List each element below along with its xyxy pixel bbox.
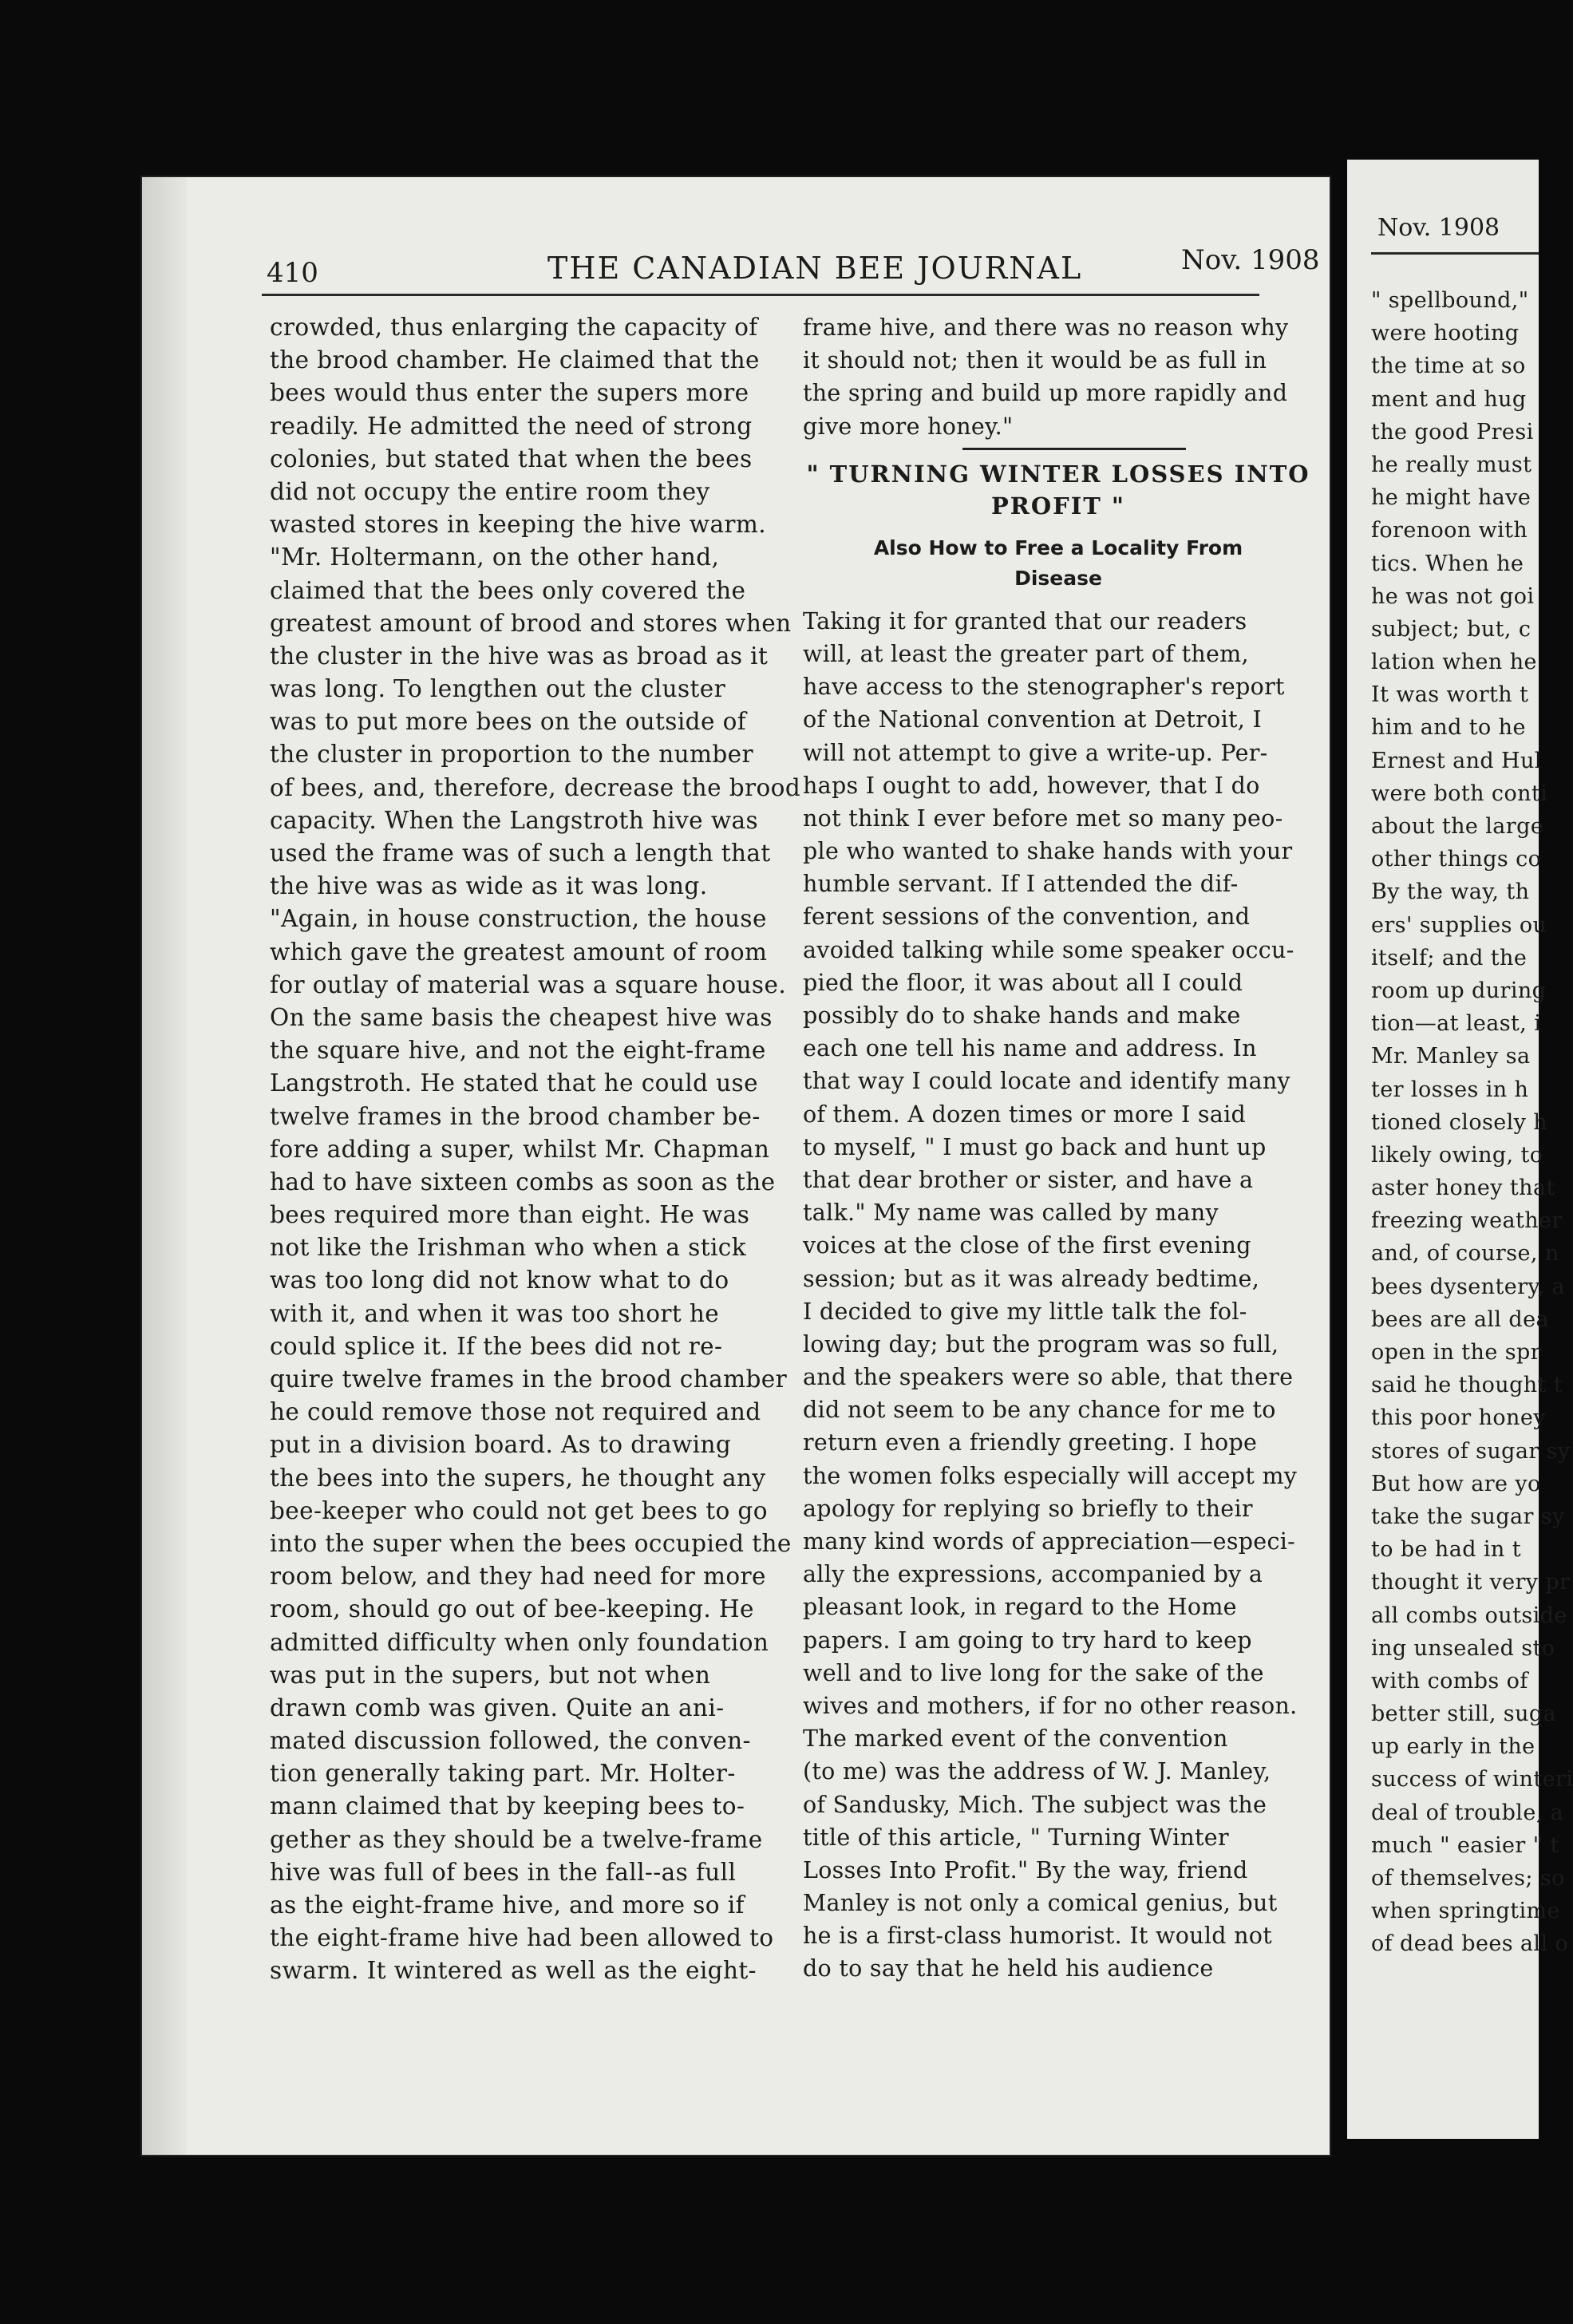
text-line: the women folks especially will accept my: [803, 1462, 1298, 1489]
header-rule: [262, 294, 1259, 296]
text-line: tioned closely h: [1371, 1109, 1548, 1135]
text-line: drawn comb was given. Quite an ani-: [270, 1694, 725, 1721]
text-line: which gave the greatest amount of room: [270, 938, 768, 966]
text-line: thought it very pr: [1371, 1570, 1571, 1595]
text-line: The marked event of the convention: [803, 1725, 1228, 1753]
left-page: [142, 177, 1330, 2155]
text-line: with combs of: [1371, 1668, 1528, 1694]
text-line: (to me) was the address of W. J. Manley,: [803, 1758, 1271, 1785]
text-line: By the way, th: [1371, 879, 1530, 905]
text-line: ple who wanted to shake hands with your: [803, 838, 1293, 865]
text-line: used the frame was of such a length that: [270, 840, 771, 867]
text-line: ment and hug: [1371, 386, 1527, 412]
text-line: deal of trouble, a: [1371, 1800, 1564, 1825]
text-line: mann claimed that by keeping bees to-: [270, 1792, 745, 1820]
text-line: apology for replying so briefly to their: [803, 1495, 1253, 1522]
text-line: gether as they should be a twelve-frame: [270, 1825, 763, 1853]
text-line: ally the expressions, accompanied by a: [803, 1561, 1263, 1588]
text-line: was put in the supers, but not when: [270, 1661, 711, 1689]
text-line: Langstroth. He stated that he could use: [270, 1069, 758, 1097]
text-line: of bees, and, therefore, decrease the brood: [270, 773, 801, 801]
text-line: when springtime: [1371, 1899, 1560, 1924]
text-line: greatest amount of brood and stores when: [270, 609, 792, 637]
text-line: was too long did not know what to do: [270, 1267, 729, 1294]
text-line: ter losses in h: [1371, 1077, 1529, 1102]
text-line: swarm. It wintered as well as the eight-: [270, 1957, 757, 1985]
facing-page-date: Nov. 1908: [1377, 214, 1500, 242]
text-line: he really must: [1371, 452, 1532, 477]
text-line: take the sugar sy: [1371, 1504, 1565, 1529]
text-line: that way I could locate and identify many: [803, 1068, 1290, 1095]
text-line: lowing day; but the program was so full,: [803, 1330, 1279, 1358]
section-separator: [962, 448, 1186, 450]
text-line: to myself, " I must go back and hunt up: [803, 1133, 1267, 1160]
text-line: subject; but, c: [1371, 616, 1532, 642]
page-number: 410: [267, 257, 318, 289]
text-line: "Mr. Holtermann, on the other hand,: [270, 543, 720, 571]
text-line: of the National convention at Detroit, I: [803, 706, 1263, 733]
text-line: the eight-frame hive had been allowed to: [270, 1924, 774, 1952]
text-line: I decided to give my little talk the fol-: [803, 1298, 1247, 1325]
text-line: he might have: [1371, 485, 1532, 511]
text-line: tion—at least, i: [1371, 1011, 1542, 1037]
text-line: of Sandusky, Mich. The subject was the: [803, 1791, 1267, 1818]
text-line: the bees into the supers, he thought any: [270, 1464, 766, 1492]
text-line: of dead bees all o: [1371, 1931, 1569, 1957]
text-line: possibly do to shake hands and make: [803, 1002, 1241, 1029]
text-line: many kind words of appreciation—especi-: [803, 1528, 1296, 1555]
text-line: and, of course, n: [1371, 1241, 1559, 1267]
text-line: each one tell his name and address. In: [803, 1035, 1257, 1062]
text-line: bees would thus enter the supers more: [270, 379, 749, 407]
text-line: well and to live long for the sake of the: [803, 1659, 1264, 1686]
text-line: he could remove those not required and: [270, 1398, 761, 1426]
text-line: humble servant. If I attended the dif-: [803, 871, 1239, 898]
text-line: better still, suga: [1371, 1702, 1557, 1727]
text-line: did not seem to be any chance for me to: [803, 1397, 1276, 1424]
text-line: the good Presi: [1371, 419, 1534, 445]
text-line: the hive was as wide as it was long.: [270, 872, 708, 900]
article-heading: [803, 458, 1314, 522]
text-line: It was worth t: [1371, 682, 1529, 708]
text-line: room below, and they had need for more: [270, 1563, 766, 1591]
heading-line: " TURNING WINTER LOSSES INTO: [806, 460, 1310, 488]
text-line: to be had in t: [1371, 1537, 1521, 1563]
subheading-line: Disease: [1014, 566, 1102, 590]
text-line: tics. When he: [1371, 551, 1524, 576]
text-line: pied the floor, it was about all I could: [803, 969, 1243, 996]
text-line: return even a friendly greeting. I hope: [803, 1429, 1258, 1456]
article-subheading: [803, 533, 1314, 594]
text-line: not like the Irishman who when a stick: [270, 1234, 746, 1262]
text-line: ing unsealed sto: [1371, 1635, 1555, 1661]
text-line: have access to the stenographer's report: [803, 674, 1285, 701]
text-line: that dear brother or sister, and have a: [803, 1166, 1254, 1193]
page-edge: [142, 177, 187, 2155]
text-line: aster honey that: [1371, 1176, 1555, 1201]
text-line: Ernest and Hul: [1371, 748, 1542, 773]
text-line: the cluster in proportion to the number: [270, 741, 754, 769]
subheading-line: Also How to Free a Locality From: [873, 536, 1243, 559]
text-line: room up during: [1371, 978, 1547, 1003]
facing-header-rule: [1371, 252, 1539, 255]
facing-column: [1371, 284, 1573, 1961]
text-line: avoided talking while some speaker occu-: [803, 936, 1294, 963]
text-line: twelve frames in the brood chamber be-: [270, 1102, 761, 1130]
text-line: for outlay of material was a square house.: [270, 970, 787, 998]
text-line: title of this article, " Turning Winter: [803, 1824, 1229, 1851]
text-line: talk." My name was called by many: [803, 1200, 1219, 1227]
text-line: up early in the: [1371, 1734, 1535, 1760]
text-line: could splice it. If the bees did not re-: [270, 1332, 723, 1360]
text-line: of them. A dozen times or more I said: [803, 1101, 1247, 1128]
text-line: ferent sessions of the convention, and: [803, 903, 1251, 931]
text-line: were hooting: [1371, 321, 1520, 346]
text-line: not think I ever before met so many peo-: [803, 804, 1283, 832]
text-line: wasted stores in keeping the hive warm.: [270, 511, 767, 539]
text-line: voices at the close of the first evening: [803, 1232, 1251, 1259]
text-line: session; but as it was already bedtime,: [803, 1265, 1260, 1292]
text-line: likely owing, to: [1371, 1142, 1543, 1168]
text-line: ers' supplies ou: [1371, 912, 1547, 938]
text-line: hive was full of bees in the fall--as full: [270, 1858, 737, 1886]
text-line: open in the spr: [1371, 1340, 1541, 1365]
text-line: he is a first-class humorist. It would not: [803, 1923, 1272, 1950]
text-line: capacity. When the Langstroth hive was: [270, 806, 758, 834]
text-line: bees are all dea: [1371, 1306, 1549, 1332]
text-line: lation when he: [1371, 650, 1537, 675]
text-line: was long. To lengthen out the cluster: [270, 675, 726, 703]
text-line: wives and mothers, if for no other reason.: [803, 1692, 1298, 1719]
text-line: he was not goi: [1371, 583, 1535, 609]
text-line: of themselves; so: [1371, 1866, 1565, 1891]
text-line: the brood chamber. He claimed that the: [270, 346, 760, 374]
text-line: tion generally taking part. Mr. Holter-: [270, 1760, 736, 1788]
text-line: into the super when the bees occupied the: [270, 1529, 792, 1557]
text-line: did not occupy the entire room they: [270, 477, 710, 505]
text-line: will not attempt to give a write-up. Per-: [803, 739, 1268, 766]
text-line: forenoon with: [1371, 518, 1528, 543]
text-line: freezing weather: [1371, 1208, 1563, 1234]
text-line: Taking it for granted that our readers: [803, 607, 1247, 634]
text-line: much " easier " t: [1371, 1832, 1559, 1858]
text-line: put in a division board. As to drawing: [270, 1431, 732, 1459]
text-line: success of winteri: [1371, 1767, 1573, 1792]
middle-column: [803, 311, 1314, 1986]
text-line: the spring and build up more rapidly and: [803, 380, 1288, 407]
text-line: had to have sixteen combs as soon as the: [270, 1168, 776, 1196]
heading-line: PROFIT ": [990, 492, 1126, 520]
text-line: the time at so: [1371, 354, 1526, 379]
text-line: were both conti: [1371, 781, 1548, 806]
text-line: about the large: [1371, 814, 1544, 839]
text-line: mated discussion followed, the conven-: [270, 1727, 751, 1755]
text-line: "Again, in house construction, the house: [270, 905, 767, 933]
page-header: [142, 177, 1330, 305]
text-line: quire twelve frames in the brood chamber: [270, 1366, 788, 1393]
text-line: papers. I am going to try hard to keep: [803, 1626, 1252, 1654]
text-line: But how are yo: [1371, 1471, 1541, 1496]
article-continuation: [803, 311, 1314, 443]
text-line: " spellbound,": [1371, 288, 1529, 313]
text-line: Mr. Manley sa: [1371, 1044, 1531, 1069]
issue-date: Nov. 1908: [1181, 244, 1320, 276]
text-line: claimed that the bees only covered the: [270, 576, 746, 604]
text-line: will, at least the greater part of them,: [803, 640, 1249, 667]
text-line: pleasant look, in regard to the Home: [803, 1594, 1237, 1621]
text-line: frame hive, and there was no reason why: [803, 314, 1289, 341]
text-line: Losses Into Profit." By the way, friend: [803, 1856, 1248, 1883]
text-line: it should not; then it would be as full in: [803, 347, 1267, 374]
text-line: him and to he: [1371, 715, 1526, 741]
text-line: said he thought t: [1371, 1373, 1563, 1398]
text-line: other things co: [1371, 847, 1542, 872]
text-line: admitted difficulty when only foundation: [270, 1628, 769, 1656]
text-line: with it, and when it was too short he: [270, 1299, 720, 1327]
text-line: colonies, but stated that when the bees: [270, 445, 753, 472]
text-line: the cluster in the hive was as broad as it: [270, 642, 769, 670]
text-line: haps I ought to add, however, that I do: [803, 772, 1260, 799]
text-line: and the speakers were so able, that there: [803, 1364, 1294, 1391]
article-body: [803, 605, 1314, 1986]
text-line: fore adding a super, whilst Mr. Chapman: [270, 1135, 770, 1163]
text-line: the square hive, and not the eight-frame: [270, 1037, 766, 1065]
text-line: readily. He admitted the need of strong: [270, 412, 753, 440]
text-line: was to put more bees on the outside of: [270, 708, 747, 736]
text-line: room, should go out of bee-keeping. He: [270, 1595, 754, 1623]
text-line: bees dysentery, a: [1371, 1274, 1565, 1299]
text-line: crowded, thus enlarging the capacity of: [270, 314, 758, 341]
text-line: bee-keeper who could not get bees to go: [270, 1496, 768, 1524]
text-line: bees required more than eight. He was: [270, 1201, 750, 1229]
left-column: [270, 311, 812, 1988]
text-line: give more honey.": [803, 413, 1014, 440]
text-line: as the eight-frame hive, and more so if: [270, 1891, 745, 1919]
text-line: Manley is not only a comical genius, but: [803, 1890, 1278, 1917]
text-line: all combs outside: [1371, 1603, 1567, 1628]
facing-page: [1347, 160, 1573, 2139]
journal-title: THE CANADIAN BEE JOURNAL: [547, 251, 1083, 286]
text-line: this poor honey: [1371, 1405, 1546, 1431]
text-line: do to say that he held his audience: [803, 1955, 1214, 1982]
text-line: On the same basis the cheapest hive was: [270, 1003, 773, 1031]
text-line: stores of sugar sy: [1371, 1438, 1571, 1464]
text-line: itself; and the: [1371, 945, 1528, 970]
